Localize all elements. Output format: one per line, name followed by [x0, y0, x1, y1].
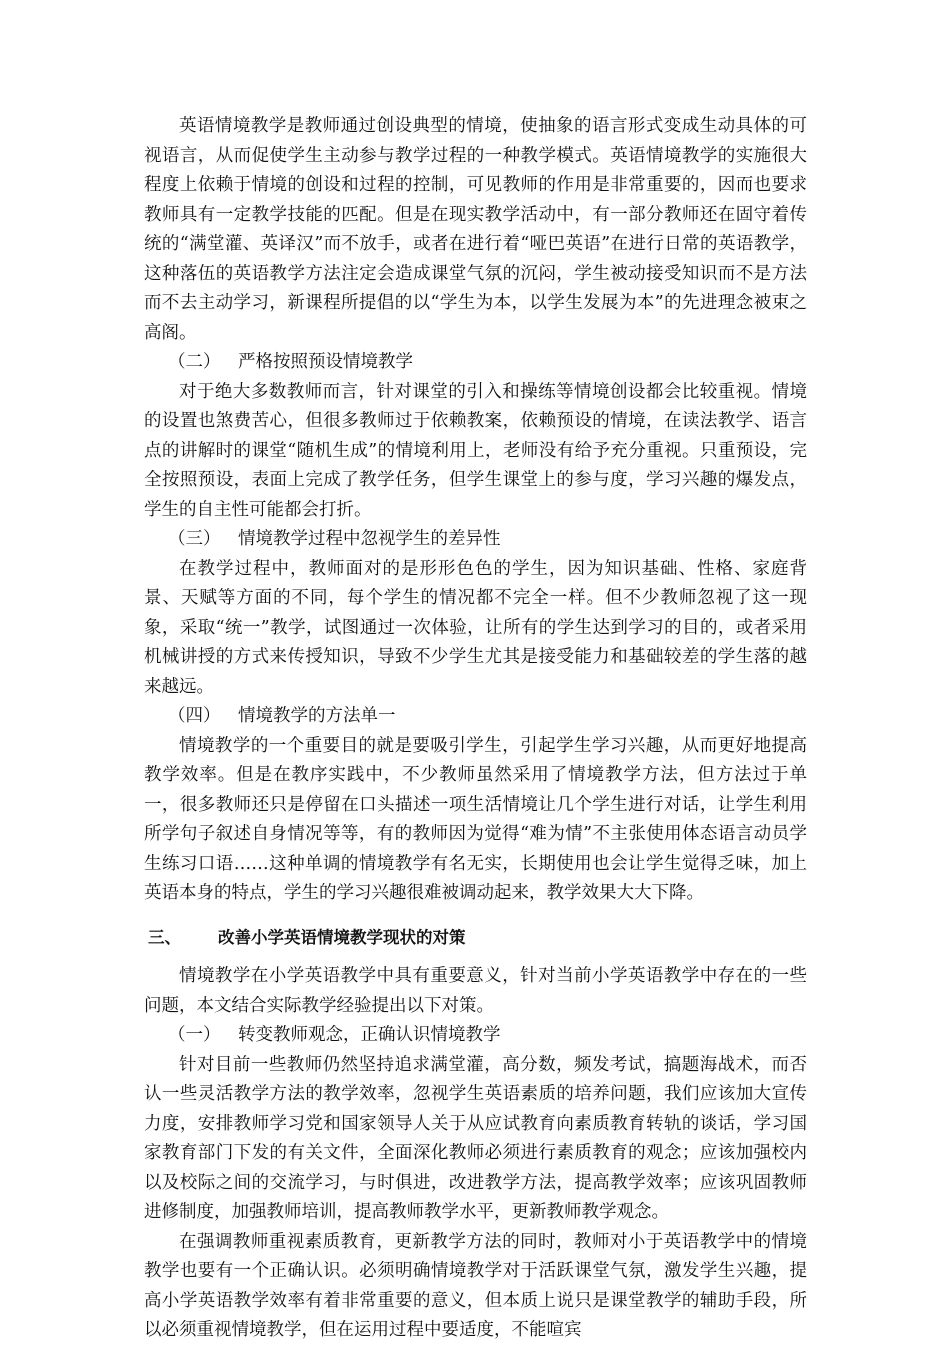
subheading-text: 严格按照预设情境教学 [238, 352, 413, 372]
paragraph-5: 情境教学在小学英语教学中具有重要意义，针对当前小学英语教学中存在的一些问题，本文结合实际教学经验提出以下对策。 [144, 966, 807, 1016]
subheading-number: （一） [168, 1025, 221, 1045]
subheading-4 [144, 702, 807, 732]
paragraph-1: 英语情境教学是教师通过创设典型的情境，使抽象的语言形式变成生动具体的可视语言，从而促使学生主动参与教学过程的一种教学模式。英语情境教学的实施很大程度上依赖于情境的创设和过程的控制，可见教师的作用是非常重要的，因而也要求教师具有一定教学技能的匹配。但是在现实教学活动中，有一部分教师还在固守着传统的“满堂灌、英译汉”而不放手，或者在进行着“哑巴英语”在进行日常的英语教学，这种落伍的英语教学方法注定会造成课堂气氛的沉闷，学生被动接受知识而不是方法而不去主动学习，新课程所提倡的以“学生为本，以学生发展为本”的先进理念被束之高阁。 [144, 116, 807, 343]
paragraph-7: 在强调教师重视素质教育，更新教学方法的同时，教师对小于英语教学中的情境教学也要有一个正确认识。必须明确情境教学对于活跃课堂气氛，激发学生兴趣，提高小学英语教学效率有着非常重要的意义，但本质上说只是课堂教学的辅助手段，所以必须重视情境教学，但在运用过程中要适度，不能喧宾 [144, 1231, 807, 1340]
subheading-2 [144, 348, 807, 378]
subheading-number: （二） [168, 352, 221, 372]
paragraph-4: 情境教学的一个重要目的就是要吸引学生，引起学生学习兴趣，从而更好地提高教学效率。但是在教序实践中，不少教师虽然采用了情境教学方法，但方法过于单一，很多教师还只是停留在口头描述一项生活情境让几个学生进行对话，让学生利用所学句子叙述自身情况等等，有的教师因为觉得“难为情”不主张使用体态语言动员学生练习口语……这种单调的情境教学有名无实，长期使用也会让学生觉得乏味，加上英语本身的特点，学生的学习兴趣很难被调动起来，教学效果大大下降。 [144, 735, 807, 903]
subheading-number: （三） [168, 529, 221, 549]
subheading-text: 情境教学的方法单一 [238, 706, 396, 726]
paragraph-6: 针对目前一些教师仍然坚持追求满堂灌，高分数，频发考试，搞题海战术，而否认一些灵活教学方法的教学效率，忽视学生英语素质的培养问题，我们应该加大宣传力度，安排教师学习党和国家领导人关于从应试教育向素质教育转轨的谈话，学习国家教育部门下发的有关文件，全面深化教师必须进行素质教育的观念；应该加强校内以及校际之间的交流学习，与时俱进，改进教学方法，提高教学效率；应该巩固教师进修制度，加强教师培训，提高教师教学水平，更新教师教学观念。 [144, 1054, 807, 1222]
section-title: 改善小学英语情境教学现状的对策 [218, 927, 466, 947]
subheading-1b [144, 1021, 807, 1051]
paragraph-2: 对于绝大多数教师而言，针对课堂的引入和操练等情境创设都会比较重视。情境的设置也煞费苦心，但很多教师过于依赖教案，依赖预设的情境，在读法教学、语言点的讲解时的课堂“随机生成”的情境利用上，老师没有给予充分重视。只重预设，完全按照预设，表面上完成了教学任务，但学生课堂上的参与度，学习兴趣的爆发点，学生的自主性可能都会打折。 [144, 381, 807, 520]
subheading-text: 情境教学过程中忽视学生的差异性 [238, 529, 501, 549]
subheading-3 [144, 525, 807, 555]
section-number: 三、 [148, 927, 181, 947]
document-page [144, 112, 807, 1346]
section-heading [144, 923, 807, 953]
subheading-number: （四） [168, 706, 221, 726]
subheading-text: 转变教师观念，正确认识情境教学 [238, 1025, 501, 1045]
paragraph-3: 在教学过程中，教师面对的是形形色色的学生，因为知识基础、性格、家庭背景、天赋等方面的不同，每个学生的情况都不完全一样。但不少教师忽视了这一现象，采取“统一”教学，试图通过一次体验，让所有的学生达到学习的目的，或者采用机械讲授的方式来传授知识，导致不少学生尤其是接受能力和基础较差的学生落的越来越远。 [144, 558, 807, 697]
